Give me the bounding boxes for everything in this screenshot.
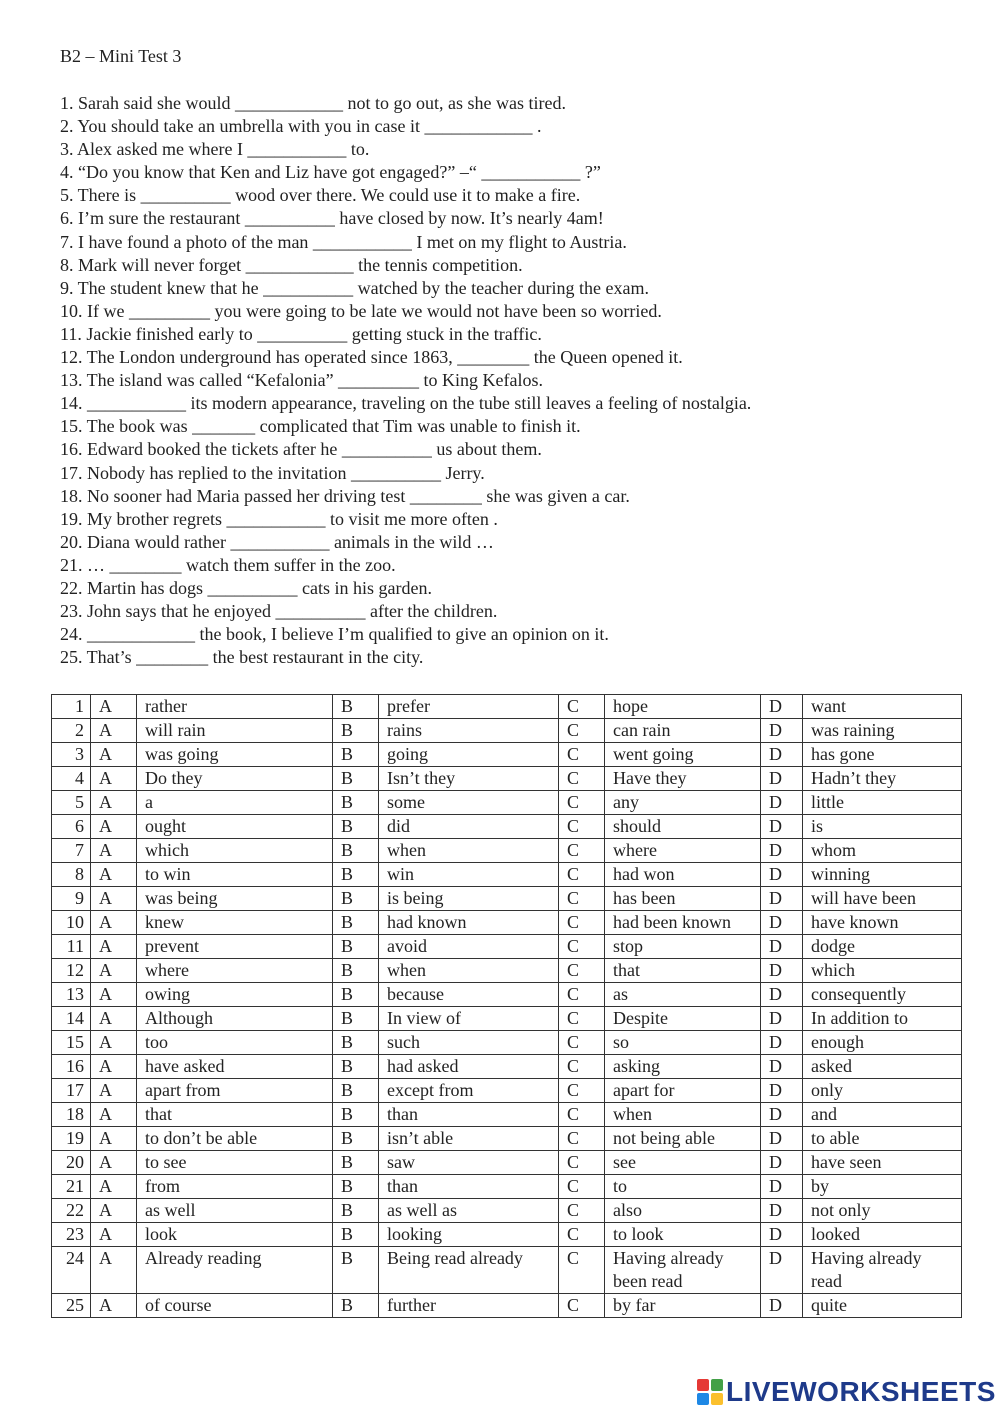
option-letter-cell: A [91,1175,137,1199]
question-number-cell: 11 [52,935,91,959]
option-c-cell: that [605,959,761,983]
option-letter-cell: D [761,1294,803,1318]
question-item: 22. Martin has dogs __________ cats in his garden. [60,577,432,598]
option-d-cell: consequently [803,983,962,1007]
answer-row [52,695,962,719]
answer-row [52,719,962,743]
answer-row [52,1151,962,1175]
question-item: 7. I have found a photo of the man ___________ I met on my flight to Austria. [60,231,627,252]
option-letter-cell: A [91,767,137,791]
option-letter-cell: D [761,1103,803,1127]
question-item: 21. … ________ watch them suffer in the zoo. [60,554,396,575]
option-a-cell: Already reading [137,1247,333,1294]
option-letter-cell: A [91,959,137,983]
question-number-cell: 6 [52,815,91,839]
question-item: 19. My brother regrets ___________ to visit me more often . [60,508,498,529]
option-c-cell: can rain [605,719,761,743]
option-letter-cell: A [91,1055,137,1079]
option-b-cell: further [379,1294,559,1318]
option-letter-cell: D [761,1007,803,1031]
option-c-cell: any [605,791,761,815]
answer-row [52,1127,962,1151]
question-item: 6. I’m sure the restaurant __________ have closed by now. It’s nearly 4am! [60,208,604,229]
option-a-cell: from [137,1175,333,1199]
option-letter-cell: A [91,839,137,863]
option-letter-cell: D [761,839,803,863]
option-c-cell: see [605,1151,761,1175]
option-c-cell: apart for [605,1079,761,1103]
option-c-cell: by far [605,1294,761,1318]
question-number-cell: 5 [52,791,91,815]
option-a-cell: of course [137,1294,333,1318]
option-c-cell: Have they [605,767,761,791]
question-item: 14. ___________ its modern appearance, traveling on the tube still leaves a feeling of nostalgia. [60,393,752,414]
option-letter-cell: B [333,863,379,887]
question-item: 24. ____________ the book, I believe I’m qualified to give an opinion on it. [60,624,609,645]
option-a-cell: which [137,839,333,863]
question-number-cell: 1 [52,695,91,719]
option-letter-cell: D [761,1031,803,1055]
option-letter-cell: C [559,1127,605,1151]
option-letter-cell: D [761,719,803,743]
option-d-cell: is [803,815,962,839]
option-letter-cell: C [559,695,605,719]
option-letter-cell: A [91,887,137,911]
answer-row [52,959,962,983]
option-c-cell: as [605,983,761,1007]
option-letter-cell: D [761,1247,803,1294]
answer-row [52,1007,962,1031]
answer-options-table [51,694,962,1318]
option-b-cell: In view of [379,1007,559,1031]
option-c-cell: so [605,1031,761,1055]
question-number-cell: 10 [52,911,91,935]
option-letter-cell: A [91,1247,137,1294]
option-letter-cell: D [761,935,803,959]
answer-row [52,887,962,911]
option-a-cell: a [137,791,333,815]
answer-row [52,1031,962,1055]
option-b-cell: Isn’t they [379,767,559,791]
option-b-cell: avoid [379,935,559,959]
option-d-cell: dodge [803,935,962,959]
option-letter-cell: B [333,1175,379,1199]
option-d-cell: quite [803,1294,962,1318]
option-letter-cell: A [91,1103,137,1127]
answer-row [52,1223,962,1247]
option-letter-cell: C [559,887,605,911]
option-letter-cell: C [559,959,605,983]
option-d-cell: In addition to [803,1007,962,1031]
answer-row [52,839,962,863]
option-letter-cell: B [333,1199,379,1223]
option-b-cell: than [379,1175,559,1199]
option-b-cell: had known [379,911,559,935]
option-letter-cell: A [91,983,137,1007]
option-letter-cell: C [559,815,605,839]
option-d-cell: and [803,1103,962,1127]
option-c-cell: Despite [605,1007,761,1031]
option-letter-cell: C [559,767,605,791]
answer-row [52,1079,962,1103]
option-letter-cell: A [91,791,137,815]
option-letter-cell: A [91,743,137,767]
option-b-cell: saw [379,1151,559,1175]
option-letter-cell: B [333,935,379,959]
option-letter-cell: B [333,815,379,839]
option-d-cell: was raining [803,719,962,743]
answer-row [52,1294,962,1318]
option-letter-cell: B [333,767,379,791]
option-a-cell: too [137,1031,333,1055]
option-c-cell: when [605,1103,761,1127]
question-item: 20. Diana would rather ___________ animals in the wild … [60,531,494,552]
option-d-cell: Having already read [803,1247,962,1294]
option-b-cell: when [379,959,559,983]
option-letter-cell: B [333,695,379,719]
option-b-cell: had asked [379,1055,559,1079]
answer-row [52,791,962,815]
answer-row [52,1199,962,1223]
option-c-cell: stop [605,935,761,959]
option-c-cell: should [605,815,761,839]
option-letter-cell: C [559,791,605,815]
answer-row [52,863,962,887]
answer-row [52,767,962,791]
question-number-cell: 19 [52,1127,91,1151]
option-a-cell: ought [137,815,333,839]
option-letter-cell: C [559,1223,605,1247]
option-d-cell: which [803,959,962,983]
option-letter-cell: B [333,887,379,911]
option-d-cell: will have been [803,887,962,911]
option-d-cell: want [803,695,962,719]
option-letter-cell: A [91,863,137,887]
option-a-cell: rather [137,695,333,719]
option-letter-cell: D [761,695,803,719]
option-b-cell: than [379,1103,559,1127]
option-c-cell: Having already been read [605,1247,761,1294]
option-b-cell: did [379,815,559,839]
option-b-cell: win [379,863,559,887]
option-letter-cell: A [91,719,137,743]
option-a-cell: to don’t be able [137,1127,333,1151]
option-c-cell: had won [605,863,761,887]
option-a-cell: knew [137,911,333,935]
option-letter-cell: C [559,719,605,743]
option-d-cell: Hadn’t they [803,767,962,791]
option-letter-cell: C [559,743,605,767]
option-d-cell: whom [803,839,962,863]
option-letter-cell: C [559,1151,605,1175]
question-item: 17. Nobody has replied to the invitation __________ Jerry. [60,462,485,483]
option-a-cell: will rain [137,719,333,743]
option-letter-cell: B [333,1007,379,1031]
question-number-cell: 20 [52,1151,91,1175]
option-letter-cell: D [761,983,803,1007]
option-letter-cell: D [761,1079,803,1103]
logo-grid-icon [697,1379,723,1405]
option-letter-cell: C [559,839,605,863]
question-number-cell: 7 [52,839,91,863]
option-letter-cell: B [333,839,379,863]
question-item: 2. You should take an umbrella with you in case it ____________ . [60,116,542,137]
question-item: 18. No sooner had Maria passed her driving test ________ she was given a car. [60,485,630,506]
question-item: 13. The island was called “Kefalonia” _________ to King Kefalos. [60,370,544,391]
question-number-cell: 25 [52,1294,91,1318]
question-item: 10. If we _________ you were going to be late we would not have been so worried. [60,300,662,321]
option-b-cell: because [379,983,559,1007]
option-letter-cell: D [761,911,803,935]
question-item: 8. Mark will never forget ____________ the tennis competition. [60,254,523,275]
option-letter-cell: D [761,1199,803,1223]
option-letter-cell: D [761,791,803,815]
option-d-cell: asked [803,1055,962,1079]
option-letter-cell: A [91,1127,137,1151]
option-letter-cell: D [761,1175,803,1199]
question-number-cell: 13 [52,983,91,1007]
question-item: 4. “Do you know that Ken and Liz have got engaged?” –“ ___________ ?” [60,162,601,183]
option-letter-cell: C [559,1247,605,1294]
option-a-cell: to see [137,1151,333,1175]
question-item: 16. Edward booked the tickets after he __________ us about them. [60,439,542,460]
question-number-cell: 21 [52,1175,91,1199]
option-letter-cell: D [761,1127,803,1151]
option-b-cell: going [379,743,559,767]
question-number-cell: 15 [52,1031,91,1055]
option-letter-cell: B [333,1031,379,1055]
option-c-cell: where [605,839,761,863]
option-letter-cell: D [761,1055,803,1079]
option-letter-cell: C [559,863,605,887]
option-c-cell: hope [605,695,761,719]
option-a-cell: look [137,1223,333,1247]
option-letter-cell: D [761,743,803,767]
option-b-cell: isn’t able [379,1127,559,1151]
option-letter-cell: A [91,1079,137,1103]
option-d-cell: have seen [803,1151,962,1175]
question-number-cell: 23 [52,1223,91,1247]
question-item: 15. The book was _______ complicated that Tim was unable to finish it. [60,416,581,437]
option-letter-cell: D [761,815,803,839]
option-letter-cell: C [559,983,605,1007]
question-item: 3. Alex asked me where I ___________ to. [60,139,370,160]
option-c-cell: has been [605,887,761,911]
option-d-cell: only [803,1079,962,1103]
question-number-cell: 2 [52,719,91,743]
question-item: 11. Jackie finished early to __________ getting stuck in the traffic. [60,323,542,344]
option-b-cell: is being [379,887,559,911]
question-item: 1. Sarah said she would ____________ not to go out, as she was tired. [60,93,566,113]
option-b-cell: rains [379,719,559,743]
answer-row [52,983,962,1007]
question-number-cell: 16 [52,1055,91,1079]
option-letter-cell: C [559,1055,605,1079]
option-letter-cell: B [333,719,379,743]
question-number-cell: 12 [52,959,91,983]
answer-row [52,935,962,959]
option-letter-cell: C [559,1007,605,1031]
option-letter-cell: A [91,1294,137,1318]
liveworksheets-logo [697,1376,996,1408]
option-letter-cell: B [333,1127,379,1151]
question-number-cell: 9 [52,887,91,911]
page-title: B2 – Mini Test 3 [60,46,182,66]
question-number-cell: 22 [52,1199,91,1223]
answer-row [52,815,962,839]
option-a-cell: Although [137,1007,333,1031]
option-letter-cell: B [333,983,379,1007]
option-letter-cell: C [559,935,605,959]
question-item: 12. The London underground has operated since 1863, ________ the Queen opened it. [60,347,683,368]
option-c-cell: not being able [605,1127,761,1151]
option-a-cell: to win [137,863,333,887]
option-c-cell: to [605,1175,761,1199]
question-list [60,92,751,669]
option-a-cell: as well [137,1199,333,1223]
option-d-cell: looked [803,1223,962,1247]
option-letter-cell: B [333,743,379,767]
option-d-cell: has gone [803,743,962,767]
option-a-cell: prevent [137,935,333,959]
option-a-cell: that [137,1103,333,1127]
question-number-cell: 3 [52,743,91,767]
option-d-cell: to able [803,1127,962,1151]
answer-row [52,743,962,767]
question-number-cell: 24 [52,1247,91,1294]
option-letter-cell: B [333,791,379,815]
option-letter-cell: C [559,1079,605,1103]
option-letter-cell: D [761,1223,803,1247]
option-b-cell: prefer [379,695,559,719]
option-letter-cell: B [333,1151,379,1175]
option-letter-cell: C [559,1294,605,1318]
option-b-cell: Being read already [379,1247,559,1294]
option-d-cell: enough [803,1031,962,1055]
logo-text: LIVEWORKSHEETS [726,1376,996,1407]
option-letter-cell: C [559,1031,605,1055]
option-letter-cell: B [333,1247,379,1294]
option-letter-cell: D [761,767,803,791]
option-letter-cell: C [559,1175,605,1199]
option-d-cell: little [803,791,962,815]
question-item: 25. That’s ________ the best restaurant in the city. [60,647,424,668]
option-letter-cell: B [333,959,379,983]
option-c-cell: had been known [605,911,761,935]
option-b-cell: when [379,839,559,863]
option-letter-cell: A [91,1151,137,1175]
option-a-cell: owing [137,983,333,1007]
option-letter-cell: D [761,887,803,911]
question-number-cell: 14 [52,1007,91,1031]
option-c-cell: also [605,1199,761,1223]
option-c-cell: went going [605,743,761,767]
option-letter-cell: C [559,1199,605,1223]
option-letter-cell: B [333,1223,379,1247]
option-letter-cell: A [91,1031,137,1055]
option-letter-cell: A [91,1007,137,1031]
option-letter-cell: B [333,1079,379,1103]
option-letter-cell: B [333,1103,379,1127]
option-c-cell: asking [605,1055,761,1079]
option-letter-cell: D [761,1151,803,1175]
option-letter-cell: A [91,695,137,719]
question-number-cell: 4 [52,767,91,791]
option-letter-cell: A [91,911,137,935]
option-letter-cell: D [761,863,803,887]
option-a-cell: Do they [137,767,333,791]
option-letter-cell: D [761,959,803,983]
option-letter-cell: A [91,1199,137,1223]
answer-row [52,1103,962,1127]
question-number-cell: 17 [52,1079,91,1103]
option-letter-cell: C [559,911,605,935]
option-b-cell: except from [379,1079,559,1103]
option-a-cell: was going [137,743,333,767]
question-item: 9. The student knew that he __________ watched by the teacher during the exam. [60,277,649,298]
option-d-cell: by [803,1175,962,1199]
option-letter-cell: B [333,1055,379,1079]
option-d-cell: have known [803,911,962,935]
option-b-cell: looking [379,1223,559,1247]
option-letter-cell: A [91,815,137,839]
question-item: 23. John says that he enjoyed __________ after the children. [60,601,498,622]
option-a-cell: apart from [137,1079,333,1103]
answer-row [52,911,962,935]
answer-row [52,1175,962,1199]
option-c-cell: to look [605,1223,761,1247]
option-letter-cell: A [91,935,137,959]
question-number-cell: 18 [52,1103,91,1127]
option-d-cell: not only [803,1199,962,1223]
option-a-cell: where [137,959,333,983]
option-a-cell: have asked [137,1055,333,1079]
option-letter-cell: C [559,1103,605,1127]
question-item: 5. There is __________ wood over there. We could use it to make a fire. [60,185,581,206]
answer-row [52,1247,962,1294]
option-letter-cell: A [91,1223,137,1247]
option-b-cell: some [379,791,559,815]
option-letter-cell: B [333,1294,379,1318]
option-b-cell: such [379,1031,559,1055]
option-d-cell: winning [803,863,962,887]
option-b-cell: as well as [379,1199,559,1223]
question-number-cell: 8 [52,863,91,887]
option-a-cell: was being [137,887,333,911]
option-letter-cell: B [333,911,379,935]
answer-row [52,1055,962,1079]
